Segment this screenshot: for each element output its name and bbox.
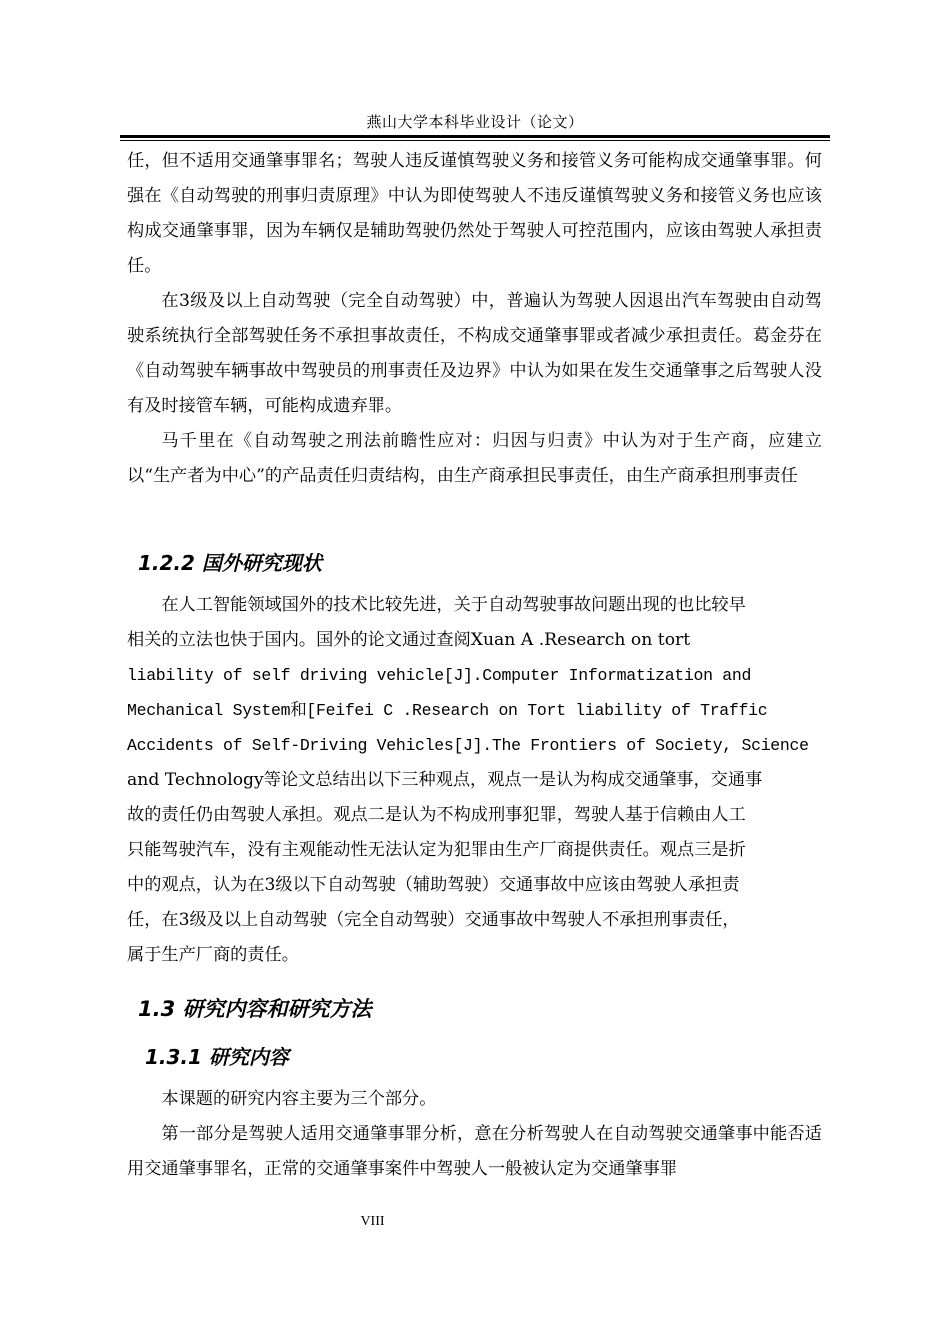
body-text-top xyxy=(127,144,822,494)
text-line: 任，在3级及以上自动驾驶（完全自动驾驶）交通事故中驾驶人不承担刑事责任， xyxy=(127,910,740,930)
text-line: Mechanical System和[Feifei C .Research on Tort liability of Traffic xyxy=(127,701,768,720)
section-1-2-2-body xyxy=(127,588,822,973)
text-line: 故的责任仍由驾驶人承担。观点二是认为不构成刑事犯罪，驾驶人基于信赖由人工 xyxy=(127,805,746,825)
section-heading-1-2-2: 1.2.2 国外研究现状 xyxy=(138,551,322,575)
text-line: and Technology等论文总结出以下三种观点，观点一是认为构成交通肇事，交通事 xyxy=(127,770,763,790)
paragraph: 本课题的研究内容主要为三个部分。 xyxy=(161,1089,437,1109)
paragraph: 第一部分是驾驶人适用交通肇事罪分析，意在分析驾驶人在自动驾驶交通肇事中能否适用交通肇事罪名，正常的交通肇事案件中驾驶人一般被认定为交通肇事罪 xyxy=(127,1124,822,1179)
header-rule-thin xyxy=(120,140,830,141)
page-number: VIII xyxy=(360,1214,385,1229)
text-line: 属于生产厂商的责任。 xyxy=(127,945,299,965)
text-line: Accidents of Self-Driving Vehicles[J].The Frontiers of Society, Science xyxy=(127,736,809,755)
section-heading-1-3: 1.3 研究内容和研究方法 xyxy=(138,997,372,1021)
paragraph: 马千里在《自动驾驶之刑法前瞻性应对：归因与归责》中认为对于生产商，应建立以“生产者为中心”的产品责任归责结构，由生产商承担民事责任，由生产商承担刑事责任 xyxy=(127,431,822,486)
text-line: 相关的立法也快于国内。国外的论文通过查阅Xuan A .Research on tort xyxy=(127,630,691,650)
text-line: liability of self driving vehicle[J].Computer Informatization and xyxy=(127,666,752,685)
paragraph: 任，但不适用交通肇事罪名；驾驶人违反谨慎驾驶义务和接管义务可能构成交通肇事罪。何强在《自动驾驶的刑事归责原理》中认为即使驾驶人不违反谨慎驾驶义务和接管义务也应该构成交通肇事罪，因为车辆仅是辅助驾驶仍然处于驾驶人可控范围内，应该由驾驶人承担责任。 xyxy=(127,151,822,276)
text-line: 只能驾驶汽车，没有主观能动性无法认定为犯罪由生产厂商提供责任。观点三是折 xyxy=(127,840,746,860)
header-rule-thick xyxy=(120,135,830,138)
section-1-3-1-body xyxy=(127,1082,822,1187)
running-header: 燕山大学本科毕业设计（论文） xyxy=(366,113,584,131)
text-line: 在人工智能领域国外的技术比较先进，关于自动驾驶事故问题出现的也比较早 xyxy=(127,595,746,615)
text-line: 中的观点，认为在3级以下自动驾驶（辅助驾驶）交通事故中应该由驾驶人承担责 xyxy=(127,875,740,895)
section-heading-1-3-1: 1.3.1 研究内容 xyxy=(145,1045,289,1069)
paragraph: 在3级及以上自动驾驶（完全自动驾驶）中，普遍认为驾驶人因退出汽车驾驶由自动驾驶系统执行全部驾驶任务不承担事故责任，不构成交通肇事罪或者减少承担责任。葛金芬在《自动驾驶车辆事故中驾驶员的刑事责任及边界》中认为如果在发生交通肇事之后驾驶人没有及时接管车辆，可能构成遗弃罪。 xyxy=(127,291,822,416)
